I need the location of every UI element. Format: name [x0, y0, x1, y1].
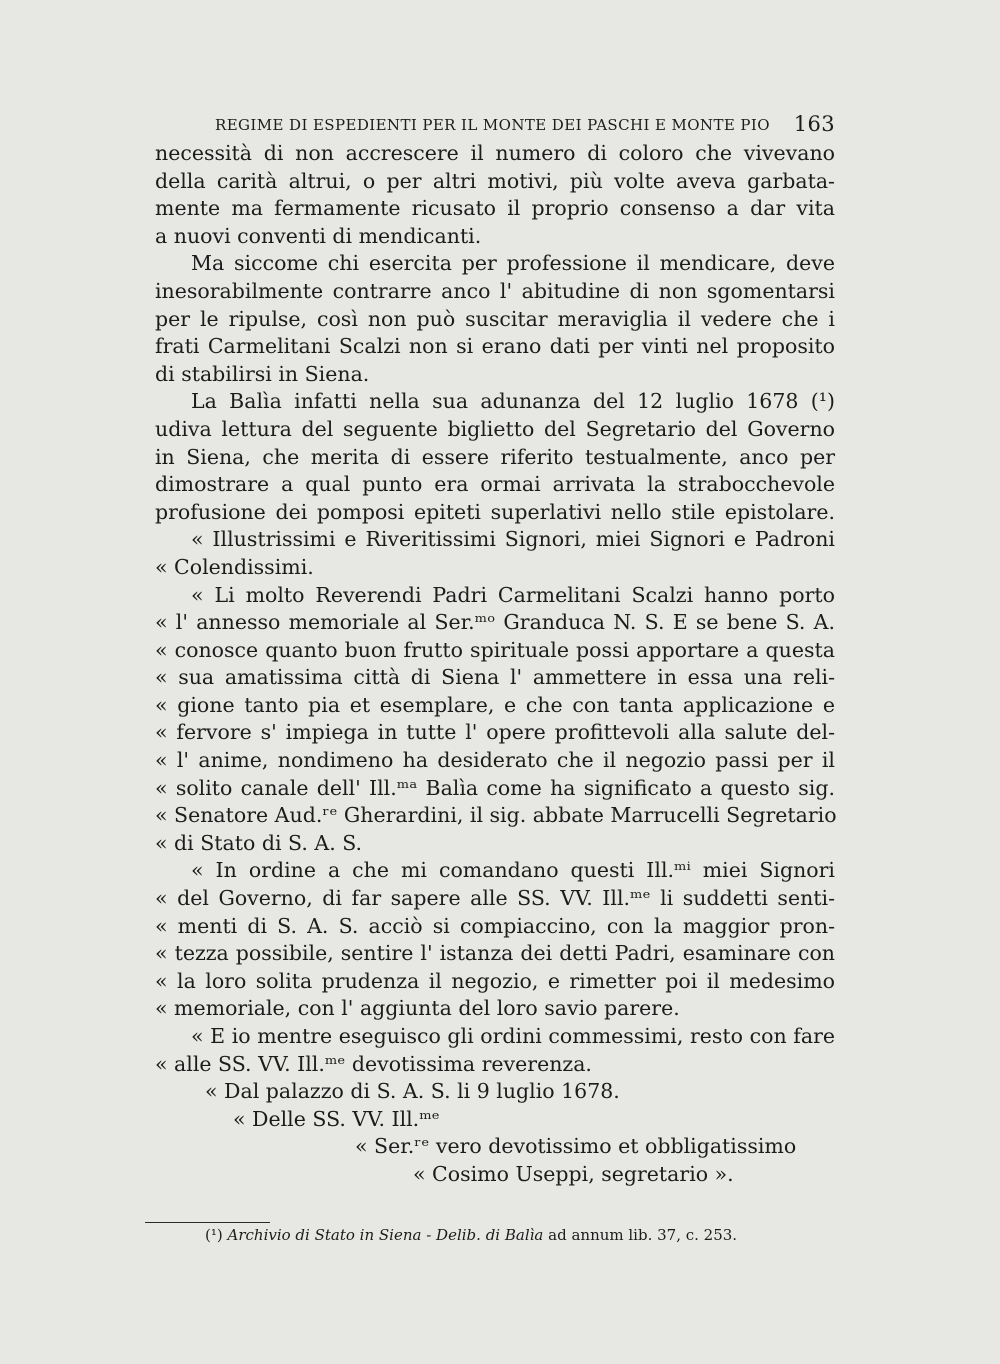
footnote [205, 1226, 805, 1244]
text-line: « di Stato di S. A. S. [155, 830, 363, 855]
text-line: « E io mentre eseguisco gli ordini commessimi, resto con fare [191, 1024, 835, 1048]
text-line: a nuovi conventi di mendicanti. [155, 223, 482, 248]
page-header [215, 112, 835, 138]
text-line: udiva lettura del seguente biglietto del Segretario del Governo [155, 416, 835, 441]
footnote-rule [145, 1222, 270, 1223]
footnote-marker: (¹) [205, 1226, 223, 1244]
text-line: « l' anime, nondimeno ha desiderato che il negozio passi per il [155, 748, 835, 773]
text-line: « gione tanto pia et esemplare, e che con tanta applicazione e [155, 692, 835, 717]
text-line: di stabilirsi in Siena. [155, 361, 370, 386]
text-line: per le ripulse, così non può suscitar meraviglia il vedere che i [155, 306, 835, 331]
text-line: « fervore s' impiega in tutte l' opere profittevoli alla salute del- [155, 720, 835, 745]
text-line: « Cosimo Useppi, segretario ». [413, 1161, 734, 1186]
text-line: dimostrare a qual punto era ormai arrivata la strabocchevole [155, 472, 835, 497]
running-head: REGIME DI ESPEDIENTI PER IL MONTE DEI PASCHI E MONTE PIO [215, 116, 770, 134]
text-line: La Balìa infatti nella sua adunanza del 12 luglio 1678 (¹) [191, 389, 835, 414]
text-line: mente ma fermamente ricusato il proprio consenso a dar vita [155, 196, 835, 221]
text-line: « conosce quanto buon frutto spirituale possi apportare a questa [155, 637, 835, 662]
text-line: « Colendissimi. [155, 554, 314, 579]
text-line: « sua amatissima città di Siena l' ammettere in essa una reli- [155, 665, 835, 690]
text-line: « del Governo, di far sapere alle SS. VV. Ill.ᵐᵉ li suddetti senti- [155, 886, 835, 911]
text-line: « Ser.ʳᵉ vero devotissimo et obbligatissimo [355, 1134, 797, 1159]
text-line: frati Carmelitani Scalzi non si erano dati per vinti nel proposito [155, 334, 835, 359]
footnote-reference: ad annum lib. 37, c. 253. [548, 1226, 738, 1244]
text-line: Ma siccome chi esercita per professione il mendicare, deve [191, 251, 835, 276]
footnote-source: Archivio di Stato in Siena - Delib. di Balìa [227, 1226, 544, 1244]
text-line: profusione dei pomposi epiteti superlativi nello stile epistolare. [155, 499, 835, 524]
text-line: necessità di non accrescere il numero di coloro che vivevano [155, 141, 835, 165]
text-line: « menti di S. A. S. acciò si compiaccino, con la maggior pron- [155, 913, 835, 938]
text-line: « Delle SS. VV. Ill.ᵐᵉ [233, 1106, 440, 1131]
text-line: « l' annesso memoriale al Ser.ᵐᵒ Granduca N. S. E se bene S. A. [155, 610, 835, 635]
text-line: « In ordine a che mi comandano questi Ill.ᵐⁱ miei Signori [191, 858, 835, 883]
text-line: in Siena, che merita di essere riferito testualmente, anco per [155, 444, 835, 469]
text-line: « Illustrissimi e Riveritissimi Signori, miei Signori e Padroni [191, 527, 835, 552]
text-line: « la loro solita prudenza il negozio, e rimetter poi il medesimo [155, 968, 835, 993]
text-line: « alle SS. VV. Ill.ᵐᵉ devotissima reverenza. [155, 1051, 592, 1076]
text-line: « Senatore Aud.ʳᵉ Gherardini, il sig. abbate Marrucelli Segretario [155, 803, 837, 828]
text-line: « memoriale, con l' aggiunta del loro savio parere. [155, 996, 680, 1021]
text-line: inesorabilmente contrarre anco l' abitudine di non sgomentarsi [155, 278, 835, 303]
text-line: « Li molto Reverendi Padri Carmelitani Scalzi hanno porto [191, 582, 835, 607]
page-number: 163 [793, 112, 835, 136]
text-line: della carità altrui, o per altri motivi, più volte aveva garbata- [155, 168, 835, 193]
body-text [155, 140, 835, 1189]
text-line: « Dal palazzo di S. A. S. li 9 luglio 1678. [205, 1079, 620, 1104]
text-line: « tezza possibile, sentire l' istanza dei detti Padri, esaminare con [155, 941, 835, 966]
text-line: « solito canale dell' Ill.ᵐᵃ Balìa come ha significato a questo sig. [155, 775, 835, 800]
